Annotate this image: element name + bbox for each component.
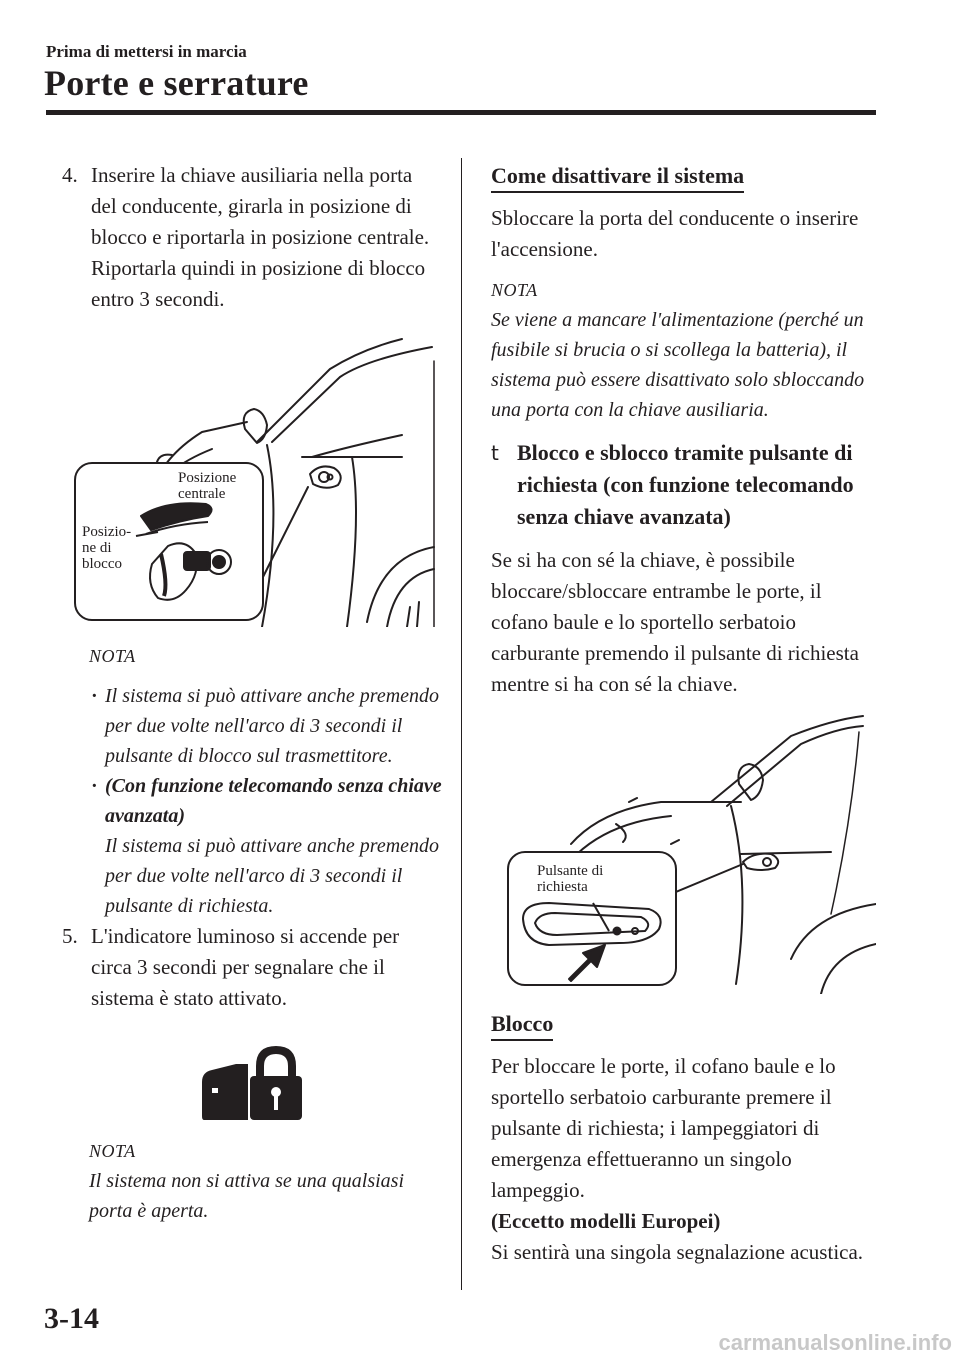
note-title: NOTA (89, 646, 136, 666)
lock-position-label (82, 524, 131, 572)
request-switch-label (537, 863, 603, 895)
page-title: Porte e serrature (44, 63, 309, 103)
note-bullet-text: Il sistema si può attivare anche premendo per due volte nell'arco di 3 secondi il pulsante di richiesta. (105, 835, 440, 917)
note-3 (491, 275, 876, 425)
paragraph: Si sentirà una singola segnalazione acustica. (491, 1240, 864, 1264)
label-line: Posizio- (82, 524, 132, 540)
note-bullet-heading: · (Con funzione telecomando senza chiave avanzata) (105, 775, 442, 827)
section-marker: t (491, 441, 499, 465)
subheading-request-switch (491, 437, 876, 533)
note-text: Il sistema non si attiva se una qualsiasi porta è aperta. (89, 1170, 404, 1222)
step-number: 4. (62, 163, 78, 187)
note-1 (89, 641, 442, 921)
note-title: NOTA (491, 280, 538, 300)
label-line: blocco (82, 556, 122, 572)
step-text: Inserire la chiave ausiliaria nella porta del conducente, girarla in posizione di blocco e riportarla in posizione centrale. Riportarla quindi in posizione di blocco entro 3 secondi. (91, 163, 430, 311)
note-text: Se viene a mancare l'alimentazione (perché un fusibile si brucia o si scollega la batteria), il sistema può essere disattivato solo sbloccando una porta con la chiave ausiliaria. (491, 309, 865, 421)
step-text: L'indicatore luminoso si accende per circa 3 secondi per segnalare che il sistema è stato attivato. (91, 924, 400, 1010)
step-number: 5. (62, 924, 78, 948)
section-heading-deactivate: Come disattivare il sistema (491, 162, 744, 193)
section-label: Prima di mettersi in marcia (46, 42, 247, 61)
column-divider (461, 158, 462, 1290)
right-column (491, 160, 876, 1268)
label-line: ne di (82, 540, 112, 556)
request-switch-figure (491, 714, 876, 994)
paragraph: Per bloccare le porte, il cofano baule e lo sportello serbatoio carburante premere il pulsante di richiesta; i lampeggiatori di emergenza effettueranno un singolo lampeggio. (491, 1054, 836, 1202)
key-callout (74, 462, 264, 621)
title-rule (46, 110, 876, 115)
note-bullet-2 (89, 771, 442, 921)
watermark: carmanualsonline.info (718, 1330, 952, 1355)
subheading-text: Blocco e sblocco tramite pulsante di richiesta (con funzione telecomando senza chiave avanzata) (517, 440, 854, 529)
note-bullet-text: · Il sistema si può attivare anche premendo per due volte nell'arco di 3 secondi il pulsante di blocco sul trasmettitore. (105, 685, 440, 767)
request-switch-callout (507, 851, 677, 986)
label-line: Posizione (178, 470, 237, 486)
page-number: 3-14 (44, 1302, 99, 1335)
note-title: NOTA (89, 1141, 136, 1161)
paragraph: Se si ha con sé la chiave, è possibile bloccare/sbloccare entrambe le porte, il cofano baule e lo sportello serbatoio carburante premendo il pulsante di richiesta mentre si ha con sé la chiave. (491, 548, 859, 696)
label-line: Pulsante di (537, 863, 604, 879)
note-2 (89, 1136, 442, 1226)
step-4 (62, 160, 442, 315)
paragraph-heading: (Eccetto modelli Europei) (491, 1209, 721, 1233)
step-5 (62, 921, 442, 1014)
central-position-label (178, 470, 236, 502)
section-heading-lock: Blocco (491, 1010, 553, 1041)
security-indicator-icon (198, 1042, 308, 1122)
label-line: richiesta (537, 879, 588, 895)
left-column (62, 160, 442, 1226)
label-line: centrale (178, 486, 226, 502)
note-bullet-1 (89, 681, 442, 771)
paragraph: Sbloccare la porta del conducente o inserire l'accensione. (491, 206, 859, 261)
key-lock-figure (62, 337, 442, 627)
